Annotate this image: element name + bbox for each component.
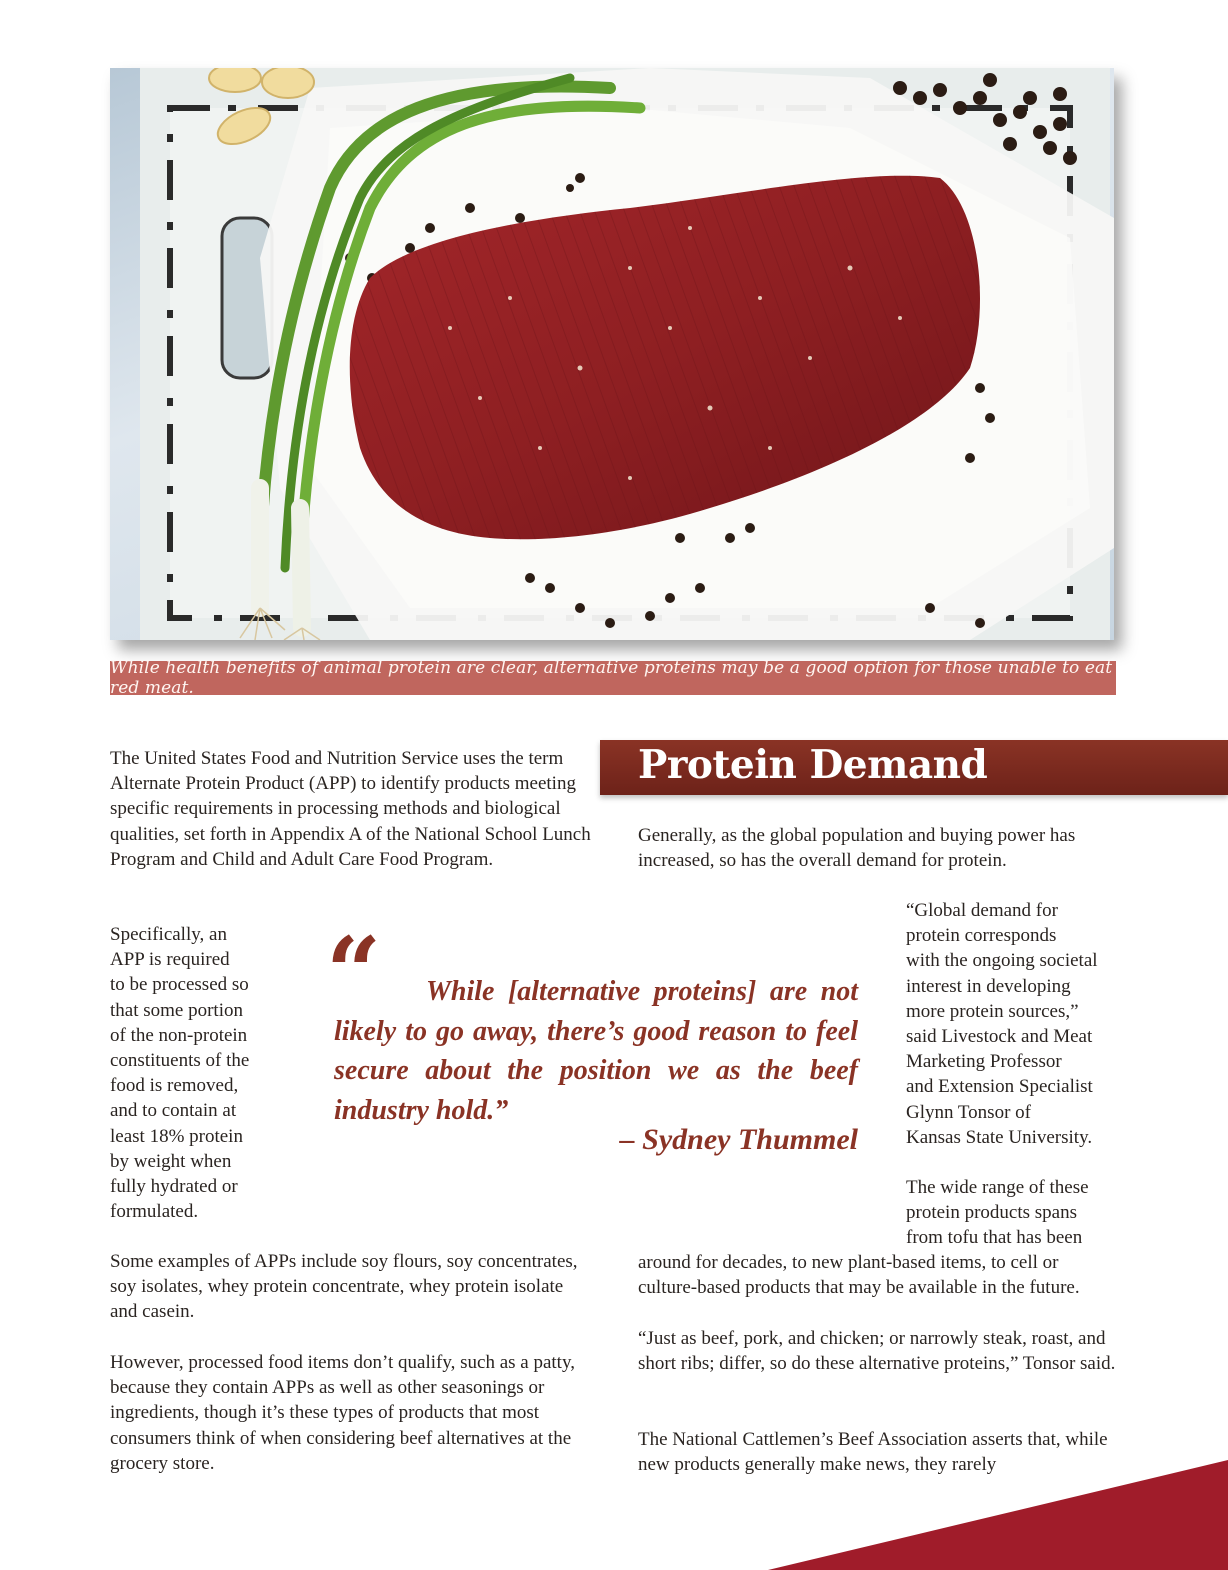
text-line: formulated. [110,1201,199,1223]
right-paragraph-3-rest: around for decades, to new plant-based items, to cell or culture-based products that may be available in the future. [638,1252,1080,1299]
corner-stripe-icon [768,1460,1228,1570]
corner-accent [768,1460,1228,1570]
steak-photo [110,68,1114,640]
text-line: and to contain at [110,1100,237,1122]
text-line: Specifically, an [110,924,227,945]
text-line: APP is required [110,949,230,971]
right-paragraph-2 [906,898,1126,1150]
text-line: food is removed, [110,1075,239,1097]
text-line: more protein sources,” [906,1000,1079,1022]
text-line: constituents of the [110,1050,250,1072]
text-line: by weight when [110,1150,232,1172]
text-line: that some portion [110,999,243,1021]
text-line: protein corresponds [906,925,1057,947]
text-line: Glynn Tonsor of [906,1101,1031,1123]
text-line: with the ongoing societal [906,950,1098,972]
right-paragraph-5: The National Cattlemen’s Beef Association asserts that, while new products generally make news, they rarely [638,1429,1108,1476]
text-line: interest in developing [906,975,1071,997]
left-paragraph-1: The United States Food and Nutrition Service uses the term Alternate Protein Product (APP) to identify products meeting specific requirements in processing methods and biological qualities, set forth in Appendix A of the National School Lunch Program and Child and Adult Care Food Program. [110,748,591,870]
text-line: fully hydrated or [110,1176,238,1198]
pull-quote-text: While [alternative proteins] are not likely to go away, there’s good reason to feel secure about the position we as the beef industry hold.” [334,976,858,1126]
section-heading-band [600,740,1228,795]
section-heading: Protein Demand [638,742,988,788]
text-line: Marketing Professor [906,1051,1062,1073]
right-paragraph-4: “Just as beef, pork, and chicken; or narrowly steak, roast, and short ribs; differ, so do these alternative proteins,” Tonsor said. [638,1328,1116,1375]
text-line: Kansas State University. [906,1126,1093,1148]
text-line: from tofu that has been [906,1227,1083,1249]
photo-caption-bar [110,658,1116,698]
text-line: to be processed so [110,974,249,996]
left-paragraph-4: However, processed food items don’t qualify, such as a patty, because they contain APPs as well as other seasonings or ingredients, though it’s these types of products that most consumers think of when considering beef alternatives at the grocery store. [110,1352,575,1474]
text-line: and Extension Specialist [906,1076,1093,1098]
left-paragraph-2 [110,922,275,1224]
flank-steak-photo-icon [110,68,1114,640]
quote-mark-icon: “ [326,916,382,1029]
pull-quote-attribution: – Sydney Thummel [619,1123,858,1156]
text-line: of the non-protein [110,1024,248,1046]
photo-caption: While health benefits of animal protein are clear, alternative proteins may be a good option for those unable to eat red meat. [110,658,1113,698]
left-paragraph-3: Some examples of APPs include soy flours, soy concentrates, soy isolates, whey protein concentrate, whey protein isolate and casein. [110,1251,578,1323]
right-paragraph-3-start [906,1175,1126,1251]
text-line: “Global demand for [906,900,1058,921]
right-paragraph-1: Generally, as the global population and buying power has increased, so has the overall demand for protein. [638,825,1076,872]
text-line: protein products spans [906,1202,1077,1224]
text-line: said Livestock and Meat [906,1026,1093,1048]
text-line: least 18% protein [110,1125,243,1147]
text-line: The wide range of these [906,1177,1089,1198]
